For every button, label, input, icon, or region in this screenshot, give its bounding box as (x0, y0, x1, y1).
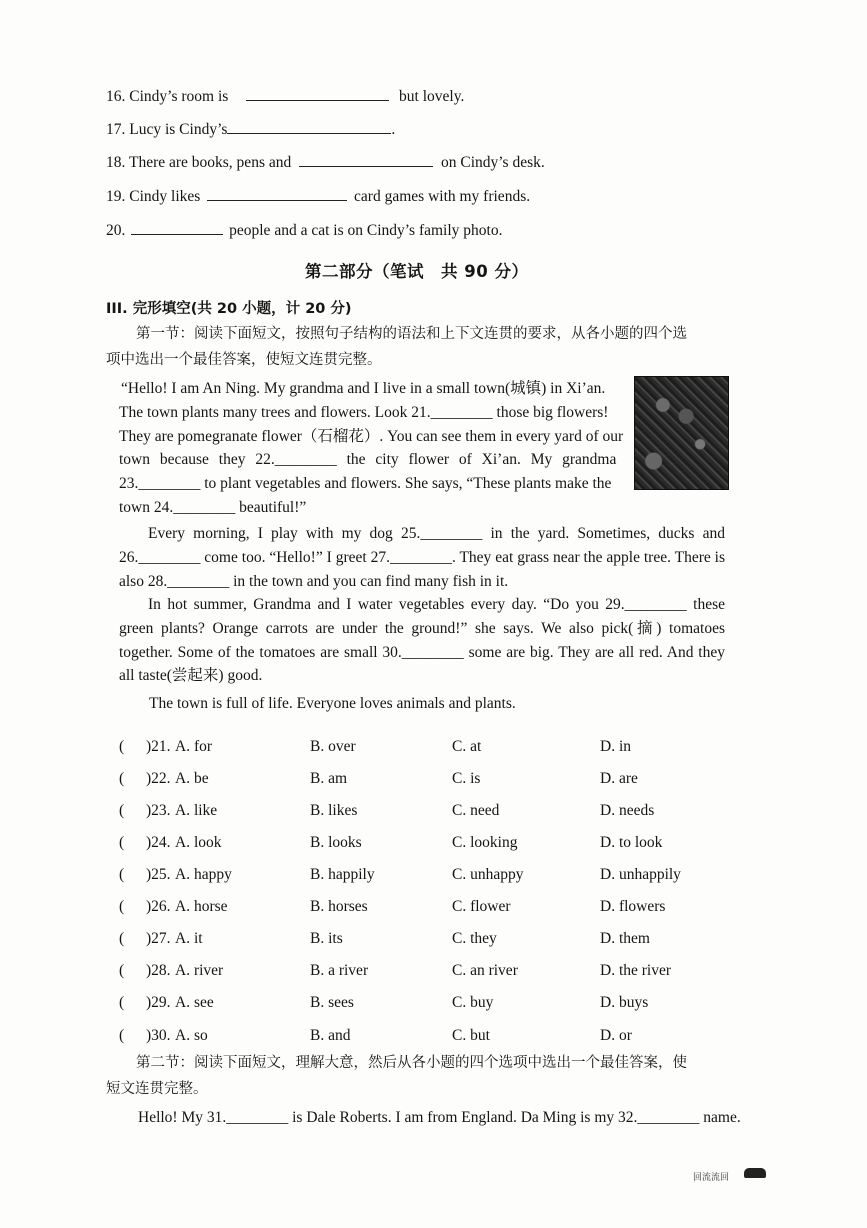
question-19-tail: card games with my friends. (354, 188, 531, 205)
option-a[interactable]: A. like (175, 802, 218, 819)
question-19 (106, 186, 530, 206)
passage1-para4-text: The town is full of life. Everyone loves animals and plants. (149, 695, 516, 712)
option-row-23 (0, 802, 867, 826)
option-b[interactable]: B. a river (310, 962, 369, 979)
section3-sub2-instruction-2: 短文连贯完整。 (106, 1081, 208, 1097)
option-row-29 (0, 994, 867, 1018)
option-d[interactable]: D. needs (600, 802, 655, 819)
answer-paren[interactable]: ( (119, 930, 125, 947)
option-d[interactable]: D. the river (600, 962, 672, 979)
option-row-25 (0, 866, 867, 890)
answer-paren-close: )30. (146, 1027, 171, 1044)
question-17 (106, 119, 395, 139)
answer-blank-18[interactable] (299, 152, 433, 167)
passage1-line: 23.________ to plant vegetables and flowers. She says, “These plants make the (119, 475, 612, 493)
answer-paren[interactable]: ( (119, 962, 125, 979)
question-number: 22 (151, 770, 167, 787)
option-b[interactable]: B. over (310, 738, 356, 755)
answer-paren-close: )27. (146, 930, 171, 947)
passage1-para3-text: In hot summer, Grandma and I water vegetables every day. “Do you 29.________ these green plants? Orange carrots are under the ground!” she says. We also pick(摘) tomatoes together. Some of the tomatoes are small 30.________ some are big. They are all red. And they all taste(尝起来) good. (119, 596, 725, 685)
section3-sub1-instruction-2: 项中选出一个最佳答案，使短文连贯完整。 (106, 352, 382, 368)
option-c[interactable]: C. buy (452, 994, 494, 1011)
section3-heading: III. 完形填空(共 20 小题，计 20 分) (106, 301, 352, 317)
option-a[interactable]: A. river (175, 962, 224, 979)
option-c[interactable]: C. is (452, 770, 481, 787)
question-18-tail: on Cindy’s desk. (440, 154, 545, 171)
question-19-text: 19. Cindy likes (106, 188, 201, 205)
answer-paren-close: )22. (146, 770, 171, 787)
answer-paren-close: )21. (146, 738, 171, 755)
option-d[interactable]: D. are (600, 770, 638, 787)
question-number: 29 (151, 994, 167, 1011)
option-a[interactable]: A. horse (175, 898, 228, 915)
option-d[interactable]: D. unhappily (600, 866, 681, 883)
section3-sub2-instruction-1: 第二节：阅读下面短文，理解大意，然后从各小题的四个选项中选出一个最佳答案，使 (136, 1055, 687, 1071)
answer-paren-close: )24. (146, 834, 171, 851)
option-b[interactable]: B. happily (310, 866, 375, 883)
option-row-26 (0, 898, 867, 922)
option-c[interactable]: C. unhappy (452, 866, 524, 883)
question-18-text: 18. There are books, pens and (106, 154, 292, 171)
question-20-text: 20. (106, 222, 126, 239)
question-number: 30 (151, 1027, 167, 1044)
question-20 (106, 220, 502, 240)
question-17-tail: . (391, 121, 396, 138)
option-c[interactable]: C. flower (452, 898, 511, 915)
section3-sub1-instruction-1: 第一节：阅读下面短文，按照句子结构的语法和上下文连贯的要求，从各小题的四个选 (136, 326, 687, 342)
option-a[interactable]: A. see (175, 994, 214, 1011)
answer-paren[interactable]: ( (119, 898, 125, 915)
answer-paren[interactable]: ( (119, 866, 125, 883)
option-b[interactable]: B. and (310, 1027, 351, 1044)
answer-blank-19[interactable] (207, 186, 347, 201)
question-number: 26 (151, 898, 167, 915)
option-row-21 (0, 738, 867, 762)
option-d[interactable]: D. to look (600, 834, 663, 851)
question-20-tail: people and a cat is on Cindy’s family photo. (229, 222, 503, 239)
option-c[interactable]: C. but (452, 1027, 490, 1044)
question-number: 21 (151, 738, 167, 755)
question-number: 24 (151, 834, 167, 851)
option-c[interactable]: C. looking (452, 834, 518, 851)
question-16 (106, 86, 464, 106)
question-17-text: 17. Lucy is Cindy’s (106, 121, 228, 138)
option-c[interactable]: C. they (452, 930, 497, 947)
option-a[interactable]: A. happy (175, 866, 232, 883)
option-a[interactable]: A. so (175, 1027, 208, 1044)
passage1-para2-text: Every morning, I play with my dog 25.________ in the yard. Sometimes, ducks and 26.________ come too. “Hello!” I greet 27.________. They eat grass near the apple tree. There is also 28.________ in the town and you can find many fish in it. (119, 525, 725, 590)
question-16-tail: but lovely. (399, 88, 465, 105)
option-b[interactable]: B. its (310, 930, 343, 947)
answer-paren[interactable]: ( (119, 1027, 125, 1044)
option-d[interactable]: D. or (600, 1027, 632, 1044)
option-d[interactable]: D. flowers (600, 898, 666, 915)
passage1-line: town because they 22.________ the city flower of Xi’an. My grandma (119, 451, 617, 469)
option-a[interactable]: A. look (175, 834, 222, 851)
option-row-24 (0, 834, 867, 858)
pomegranate-flower-photo (634, 376, 729, 490)
answer-paren-close: )29. (146, 994, 171, 1011)
option-b[interactable]: B. am (310, 770, 348, 787)
answer-paren-close: )26. (146, 898, 171, 915)
option-row-22 (0, 770, 867, 794)
option-c[interactable]: C. at (452, 738, 482, 755)
option-a[interactable]: A. it (175, 930, 203, 947)
passage1-line: town 24.________ beautiful!” (119, 498, 307, 516)
question-number: 27 (151, 930, 167, 947)
answer-blank-17[interactable] (227, 119, 391, 134)
passage1-paragraph-3 (119, 593, 725, 688)
answer-paren[interactable]: ( (119, 770, 125, 787)
answer-paren[interactable]: ( (119, 834, 125, 851)
question-number: 23 (151, 802, 167, 819)
option-row-30 (0, 1027, 867, 1051)
passage1-paragraph-4 (149, 692, 516, 716)
answer-paren-close: )28. (146, 962, 171, 979)
page-corner-mark (744, 1168, 766, 1178)
passage1-line: The town plants many trees and flowers. Look 21.________ those big flowers! (119, 403, 609, 421)
option-a[interactable]: A. be (175, 770, 209, 787)
option-d[interactable]: D. them (600, 930, 650, 947)
passage1-line: “Hello! I am An Ning. My grandma and I live in a small town(城镇) in Xi’an. (121, 380, 606, 397)
option-b[interactable]: B. looks (310, 834, 362, 851)
question-16-text: 16. Cindy’s room is (106, 88, 229, 105)
option-b[interactable]: B. likes (310, 802, 358, 819)
question-18 (106, 152, 545, 172)
answer-paren[interactable]: ( (119, 802, 125, 819)
option-b[interactable]: B. sees (310, 994, 354, 1011)
answer-blank-20[interactable] (131, 220, 223, 235)
passage1-line: They are pomegranate flower（石榴花）. You can see them in every yard of our (119, 427, 624, 445)
answer-paren[interactable]: ( (119, 994, 125, 1011)
answer-paren-close: )23. (146, 802, 171, 819)
option-d[interactable]: D. buys (600, 994, 649, 1011)
scan-watermark-mark: 回流流回 (693, 1173, 730, 1183)
option-c[interactable]: C. need (452, 802, 500, 819)
answer-blank-16[interactable] (246, 86, 389, 101)
question-number: 25 (151, 866, 167, 883)
option-d[interactable]: D. in (600, 738, 631, 755)
question-number: 28 (151, 962, 167, 979)
passage2-first-line: Hello! My 31.________ is Dale Roberts. I am from England. Da Ming is my 32.________ name. (138, 1109, 741, 1126)
answer-paren[interactable]: ( (119, 738, 125, 755)
passage1-intro (119, 377, 625, 520)
part2-title: 第二部分（笔试 共 90 分） (305, 262, 529, 281)
option-row-28 (0, 962, 867, 986)
option-a[interactable]: A. for (175, 738, 213, 755)
answer-paren-close: )25. (146, 866, 171, 883)
passage1-paragraph-2 (119, 522, 725, 593)
option-row-27 (0, 930, 867, 954)
option-b[interactable]: B. horses (310, 898, 368, 915)
option-c[interactable]: C. an river (452, 962, 518, 979)
